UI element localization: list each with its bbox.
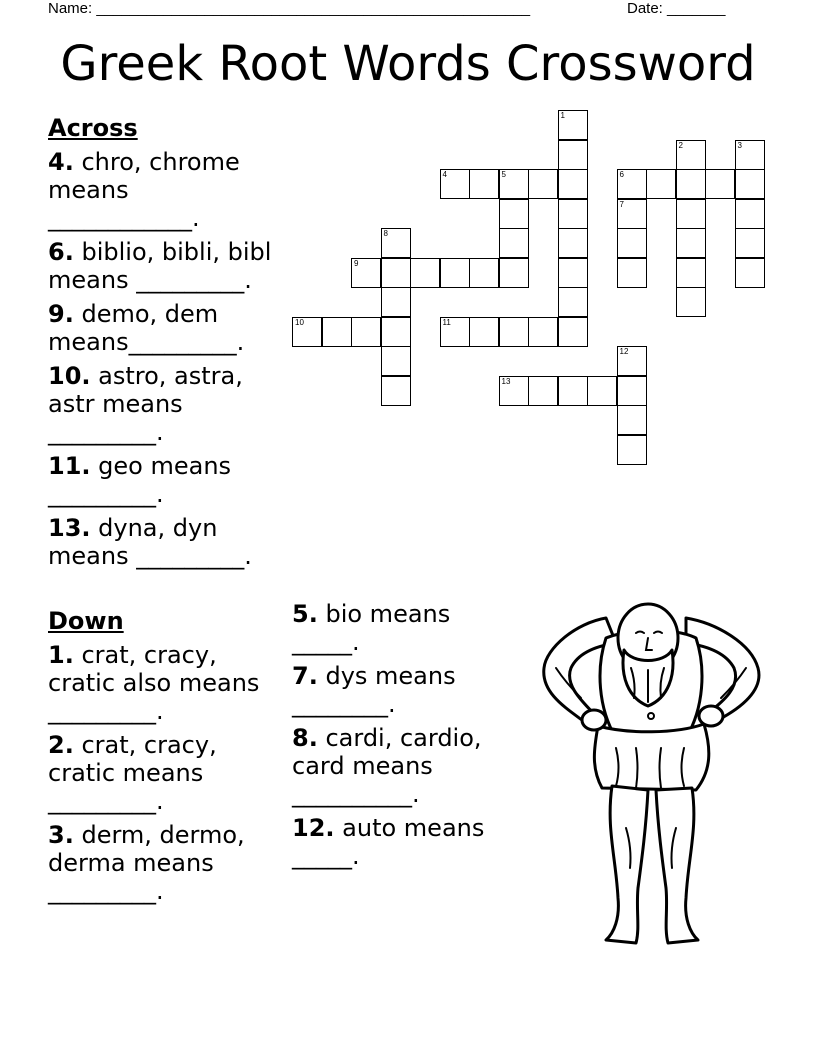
grid-cell[interactable] — [705, 169, 735, 199]
grid-cell[interactable] — [528, 376, 558, 406]
grid-cell[interactable] — [558, 169, 588, 199]
grid-cell[interactable] — [351, 317, 381, 347]
page-title: Greek Root Words Crossword — [60, 36, 756, 92]
clue-down-8: 8. cardi, cardio, card means __________. — [292, 724, 482, 808]
grid-cell[interactable] — [558, 110, 588, 140]
clue-across-10: 10. astro, astra, astr means _________. — [48, 362, 243, 446]
grid-cell[interactable] — [499, 169, 529, 199]
grid-cell[interactable] — [676, 169, 706, 199]
grid-cell[interactable] — [617, 435, 647, 465]
down-heading: Down — [48, 607, 124, 635]
clue-down-3: 3. derm, dermo, derma means _________. — [48, 821, 245, 905]
clue-across-6: 6. biblio, bibli, bibl means _________. — [48, 238, 272, 294]
grid-cell[interactable] — [735, 258, 765, 288]
grid-cell[interactable] — [528, 317, 558, 347]
clue-number: 7 — [619, 199, 624, 209]
grid-cell[interactable] — [735, 199, 765, 229]
grid-cell[interactable] — [292, 317, 322, 347]
clue-number: 2 — [678, 140, 683, 150]
grid-cell[interactable] — [381, 258, 411, 288]
grid-cell[interactable] — [617, 376, 647, 406]
clue-across-9: 9. demo, dem means_________. — [48, 300, 245, 356]
clue-number: 9 — [354, 258, 359, 268]
grid-cell[interactable] — [381, 317, 411, 347]
grid-cell[interactable] — [410, 258, 440, 288]
grid-cell[interactable] — [469, 169, 499, 199]
grid-cell[interactable] — [676, 258, 706, 288]
grid-cell[interactable] — [440, 169, 470, 199]
grid-cell[interactable] — [676, 228, 706, 258]
across-clues — [48, 114, 283, 576]
grid-cell[interactable] — [617, 258, 647, 288]
grid-cell[interactable] — [499, 258, 529, 288]
down-clues — [48, 607, 283, 911]
clue-number: 11 — [442, 317, 451, 327]
grid-cell[interactable] — [499, 199, 529, 229]
clue-across-13: 13. dyna, dyn means _________. — [48, 514, 252, 570]
grid-cell[interactable] — [617, 346, 647, 376]
grid-cell[interactable] — [617, 405, 647, 435]
grid-cell[interactable] — [558, 228, 588, 258]
header-line — [48, 0, 748, 20]
grid-cell[interactable] — [440, 317, 470, 347]
clue-number: 6 — [619, 170, 624, 179]
grid-cell[interactable] — [676, 199, 706, 229]
date-field[interactable]: Date: _______ — [627, 0, 726, 17]
down-clues-continued — [292, 600, 522, 876]
clue-number: 10 — [295, 317, 304, 327]
grid-cell[interactable] — [558, 317, 588, 347]
grid-cell[interactable] — [322, 317, 352, 347]
grid-cell[interactable] — [735, 140, 765, 170]
clue-number: 4 — [442, 170, 447, 179]
clue-number: 1 — [560, 111, 565, 120]
grid-cell[interactable] — [676, 287, 706, 317]
grid-cell[interactable] — [381, 376, 411, 406]
clue-number: 12 — [619, 347, 629, 356]
grid-cell[interactable] — [499, 228, 529, 258]
clue-number: 5 — [501, 170, 506, 179]
clue-down-7: 7. dys means ________. — [292, 662, 456, 718]
clue-number: 3 — [737, 140, 742, 150]
clue-number: 13 — [501, 376, 511, 386]
clue-across-4: 4. chro, chrome means ____________. — [48, 148, 240, 232]
grid-cell[interactable] — [558, 258, 588, 288]
grid-cell[interactable] — [617, 228, 647, 258]
grid-cell[interactable] — [617, 169, 647, 199]
clue-down-5: 5. bio means _____. — [292, 600, 451, 656]
grid-cell[interactable] — [381, 228, 411, 258]
grid-cell[interactable] — [499, 376, 529, 406]
clue-number: 8 — [383, 229, 388, 238]
grid-cell[interactable] — [735, 228, 765, 258]
grid-cell[interactable] — [587, 376, 617, 406]
grid-cell[interactable] — [558, 287, 588, 317]
grid-cell[interactable] — [558, 140, 588, 170]
clue-down-1: 1. crat, cracy, cratic also means _________. — [48, 641, 260, 725]
grid-cell[interactable] — [440, 258, 470, 288]
name-field[interactable]: Name: ____________________________________________________ — [48, 0, 531, 17]
greek-figure-illustration — [536, 598, 766, 950]
clue-down-12: 12. auto means _____. — [292, 814, 485, 870]
clue-across-11: 11. geo means _________. — [48, 452, 232, 508]
grid-cell[interactable] — [528, 169, 558, 199]
grid-cell[interactable] — [381, 346, 411, 376]
grid-cell[interactable] — [499, 317, 529, 347]
grid-cell[interactable] — [676, 140, 706, 170]
grid-cell[interactable] — [351, 258, 381, 288]
clue-down-2: 2. crat, cracy, cratic means _________. — [48, 731, 217, 815]
grid-cell[interactable] — [646, 169, 676, 199]
grid-cell[interactable] — [469, 317, 499, 347]
grid-cell[interactable] — [469, 258, 499, 288]
grid-cell[interactable] — [558, 199, 588, 229]
grid-cell[interactable] — [381, 287, 411, 317]
grid-cell[interactable] — [558, 376, 588, 406]
grid-cell[interactable] — [617, 199, 647, 229]
grid-cell[interactable] — [735, 169, 765, 199]
across-heading: Across — [48, 114, 138, 142]
